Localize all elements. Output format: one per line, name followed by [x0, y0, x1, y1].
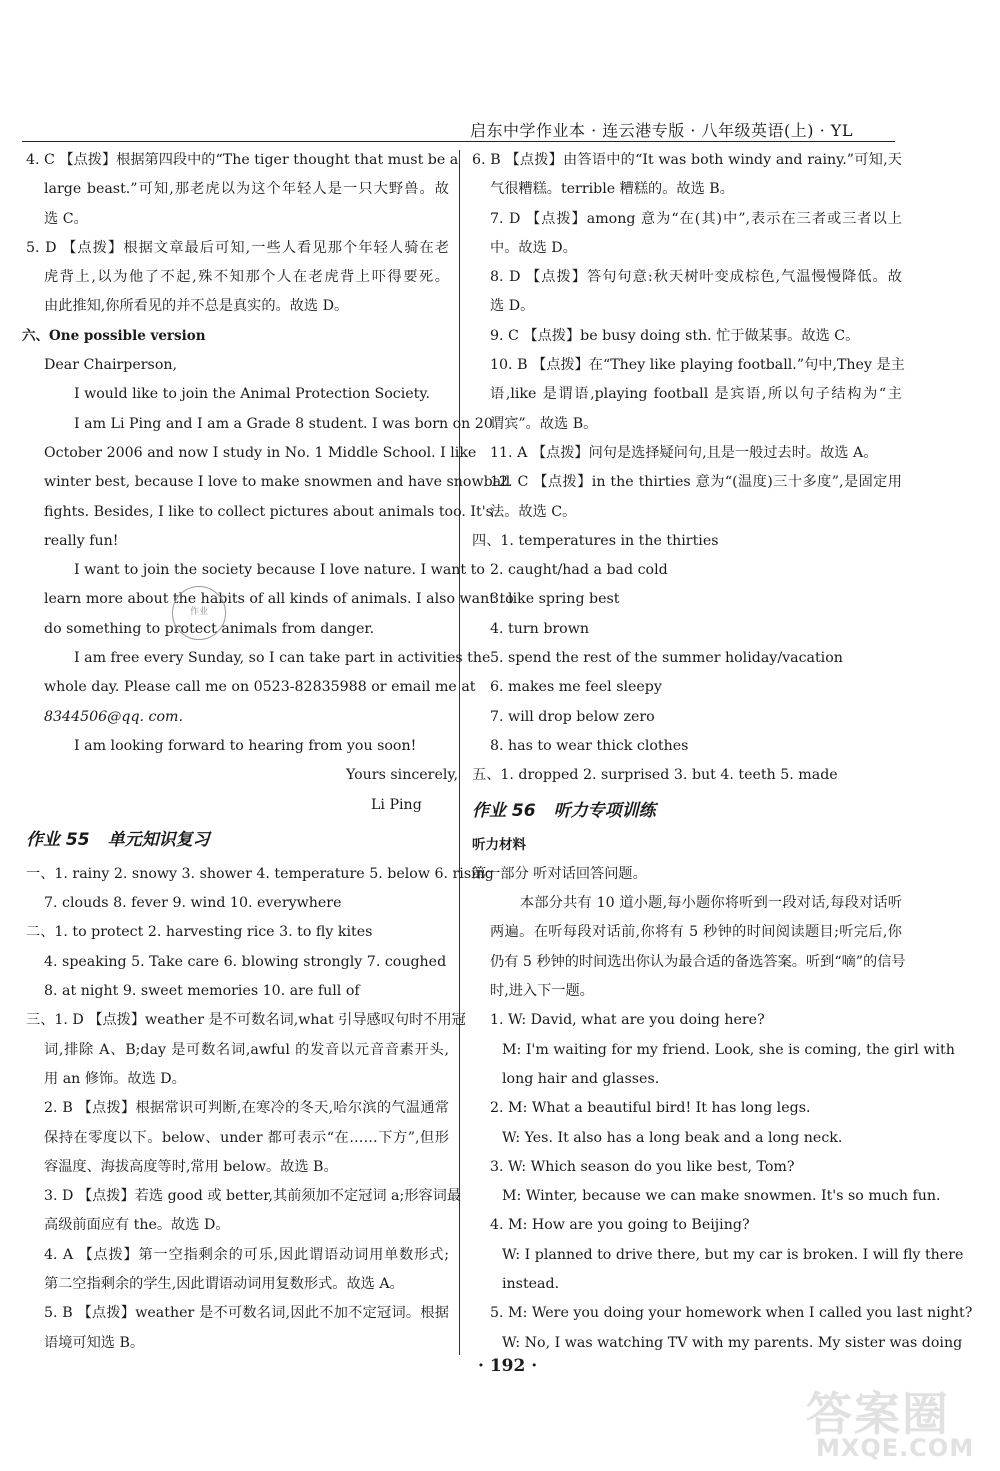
- answer-line: 2. caught/had a bad cold: [490, 562, 668, 579]
- site-watermark: [806, 1378, 976, 1468]
- essay-line: winter best, because I love to make snowmen and have snowball: [44, 474, 511, 491]
- answer-line: 11. A 【点拨】问句是选择疑问句,且是一般过去时。故选 A。: [490, 444, 878, 461]
- listening-material-label: 听力材料: [472, 836, 526, 853]
- dialogue-line: 1. W: David, what are you doing here?: [490, 1012, 765, 1029]
- section-56-subtitle: 听力专项训练: [553, 800, 656, 821]
- answer-line: 4. turn brown: [490, 620, 590, 637]
- dialogue-line: M: Winter, because we can make snowmen. It's so much fun.: [502, 1188, 941, 1205]
- essay-signature: Li Ping: [371, 796, 422, 813]
- answer-line: 四、1. temperatures in the thirties: [472, 532, 719, 549]
- dialogue-line: W: I planned to drive there, but my car is broken. I will fly there: [502, 1246, 964, 1263]
- answer-line: 语,like 是谓语,playing football 是宾语,所以句子结构为“主: [490, 386, 902, 403]
- essay-email: 8344506@qq. com.: [44, 708, 184, 725]
- answer-line: 7. D 【点拨】among 意为“在(其)中”,表示在三者或三者以上: [490, 210, 902, 227]
- essay-line: I am looking forward to hearing from you soon!: [74, 737, 417, 754]
- essay-line: I want to join the society because I love nature. I want to: [74, 562, 485, 579]
- answer-line: 五、1. dropped 2. surprised 3. but 4. teeth 5. made: [472, 767, 838, 784]
- essay-line: I would like to join the Animal Protection Society.: [74, 386, 430, 403]
- essay-label: 六、One possible version: [22, 327, 206, 344]
- answer-line: 2. B 【点拨】根据常识可判断,在寒冷的冬天,哈尔滨的气温通常: [44, 1100, 449, 1117]
- dialogue-line: 3. W: Which season do you like best, Tom?: [490, 1158, 795, 1175]
- essay-line: fights. Besides, I like to collect pictures about animals too. It's: [44, 503, 493, 520]
- answer-line: 9. C 【点拨】be busy doing sth. 忙于做某事。故选 C。: [490, 327, 860, 344]
- listening-line: 两遍。在听每段对话前,你将有 5 秒钟的时间阅读题目;听完后,你: [490, 924, 902, 941]
- dialogue-line: W: No, I was watching TV with my parents. My sister was doing: [502, 1334, 963, 1351]
- section-55-subtitle: 单元知识复习: [107, 829, 210, 850]
- listening-part-label: 第一部分 听对话回答问题。: [472, 865, 647, 882]
- dialogue-line: 4. M: How are you going to Beijing?: [490, 1217, 750, 1234]
- answer-line: 一、1. rainy 2. snowy 3. shower 4. temperature 5. below 6. rising: [26, 865, 494, 882]
- answer-line: 4. C 【点拨】根据第四段中的“The tiger thought that must be a: [26, 152, 459, 168]
- listening-line: 时,进入下一题。: [490, 983, 594, 1000]
- answer-line: 第二空指剩余的学生,因此谓语动词用复数形式。故选 A。: [44, 1275, 404, 1292]
- answer-line: 3. like spring best: [490, 591, 620, 608]
- answer-line: 三、1. D 【点拨】weather 是不可数名词,what 引导感叹句时不用冠: [26, 1012, 466, 1029]
- answer-line: 选 D。: [490, 298, 535, 315]
- answer-line: 虎背上,以为他了不起,殊不知那个人在老虎背上吓得要死。: [44, 269, 449, 286]
- answer-line: 词,排除 A、B;day 是可数名词,awful 的发音以元音音素开头,: [44, 1041, 449, 1058]
- answer-line: 法。故选 C。: [490, 503, 577, 520]
- answer-line: 保持在零度以下。below、under 都可表示“在……下方”,但形: [44, 1129, 449, 1146]
- answer-line: 6. makes me feel sleepy: [490, 679, 662, 696]
- answer-line: 5. D 【点拨】根据文章最后可知,一些人看见那个年轻人骑在老: [26, 239, 449, 256]
- answer-line: 8. D 【点拨】答句句意:秋天树叶变成棕色,气温慢慢降低。故: [490, 269, 902, 286]
- essay-line: whole day. Please call me on 0523-82835988 or email me at: [44, 679, 476, 696]
- section-55-title: 作业 55: [26, 829, 90, 850]
- dialogue-line: long hair and glasses.: [502, 1070, 660, 1087]
- dialogue-line: instead.: [502, 1275, 560, 1292]
- essay-closing: Yours sincerely,: [346, 767, 459, 784]
- answer-line: 谓宾”。故选 B。: [490, 415, 598, 432]
- dialogue-line: 2. M: What a beautiful bird! It has long legs.: [490, 1100, 811, 1117]
- section-56-heading: [472, 791, 902, 831]
- watermark-url: MXQE.COM: [816, 1434, 975, 1462]
- answer-line: 5. B 【点拨】weather 是不可数名词,因此不加不定冠词。根据: [44, 1305, 449, 1322]
- answer-line: 5. spend the rest of the summer holiday/vacation: [490, 650, 843, 667]
- answer-line: 8. has to wear thick clothes: [490, 737, 689, 754]
- answer-line: 12. C 【点拨】in the thirties 意为“(温度)三十多度”,是固定用: [490, 474, 902, 491]
- answer-line: 3. D 【点拨】若选 good 或 better,其前须加不定冠词 a;形容词最: [44, 1188, 462, 1205]
- answer-line: 7. will drop below zero: [490, 708, 655, 725]
- answer-line: large beast.”可知,那老虎以为这个年轻人是一只大野兽。故: [44, 181, 449, 198]
- right-column: [472, 146, 973, 1358]
- dialogue-line: W: Yes. It also has a long beak and a long neck.: [502, 1129, 843, 1146]
- answer-line: 4. speaking 5. Take care 6. blowing strongly 7. coughed: [44, 953, 447, 970]
- watermark-text: 答案圈: [806, 1387, 950, 1441]
- answer-line: 用 an 修饰。故选 D。: [44, 1070, 186, 1087]
- page-header: 启东中学作业本 · 连云港专版 · 八年级英语(上) · YL: [470, 121, 853, 140]
- answer-line: 高级前面应有 the。故选 D。: [44, 1217, 230, 1234]
- answer-line: 8. at night 9. sweet memories 10. are full of: [44, 983, 360, 1000]
- essay-greeting: Dear Chairperson,: [44, 357, 178, 374]
- essay-line: learn more about the habits of all kinds of animals. I also want to: [44, 591, 514, 608]
- answer-line: 由此推知,你所看见的并不总是真实的。故选 D。: [44, 298, 349, 315]
- school-stamp: 作业: [172, 586, 226, 640]
- essay-line: really fun!: [44, 532, 119, 549]
- listening-line: 仍有 5 秒钟的时间选出你认为最合适的备选答案。听到“嘀”的信号: [490, 953, 906, 970]
- dialogue-line: M: I'm waiting for my friend. Look, she is coming, the girl with: [502, 1041, 955, 1058]
- dialogue-line: 5. M: Were you doing your homework when I called you last night?: [490, 1305, 973, 1322]
- answer-line: 选 C。: [44, 210, 88, 227]
- listening-line: 本部分共有 10 道小题,每小题你将听到一段对话,每段对话听: [520, 895, 902, 912]
- essay-line: October 2006 and now I study in No. 1 Middle School. I like: [44, 444, 477, 461]
- header-rule: [22, 141, 895, 142]
- answer-line: 4. A 【点拨】第一空指剩余的可乐,因此谓语动词用单数形式;: [44, 1246, 449, 1263]
- essay-line: do something to protect animals from danger.: [44, 620, 375, 637]
- section-55-heading: [26, 820, 449, 860]
- answer-line: 10. B 【点拨】在“They like playing football.”句中,They 是主: [490, 357, 905, 374]
- section-56-title: 作业 56: [472, 800, 536, 821]
- essay-line: I am Li Ping and I am a Grade 8 student. I was born on 20: [74, 415, 493, 432]
- answer-line: 7. clouds 8. fever 9. wind 10. everywhere: [44, 895, 342, 912]
- column-divider: [459, 150, 460, 1355]
- answer-line: 6. B 【点拨】由答语中的“It was both windy and rainy.”可知,天: [472, 152, 902, 168]
- answer-line: 语境可知选 B。: [44, 1334, 145, 1351]
- essay-line: I am free every Sunday, so I can take part in activities the: [74, 650, 491, 667]
- page-number: · 192 ·: [478, 1356, 538, 1376]
- answer-line: 中。故选 D。: [490, 239, 577, 256]
- answer-line: 容温度、海拔高度等时,常用 below。故选 B。: [44, 1158, 338, 1175]
- answer-line: 二、1. to protect 2. harvesting rice 3. to fly kites: [26, 924, 373, 941]
- answer-line: 气很糟糕。terrible 糟糕的。故选 B。: [490, 181, 734, 198]
